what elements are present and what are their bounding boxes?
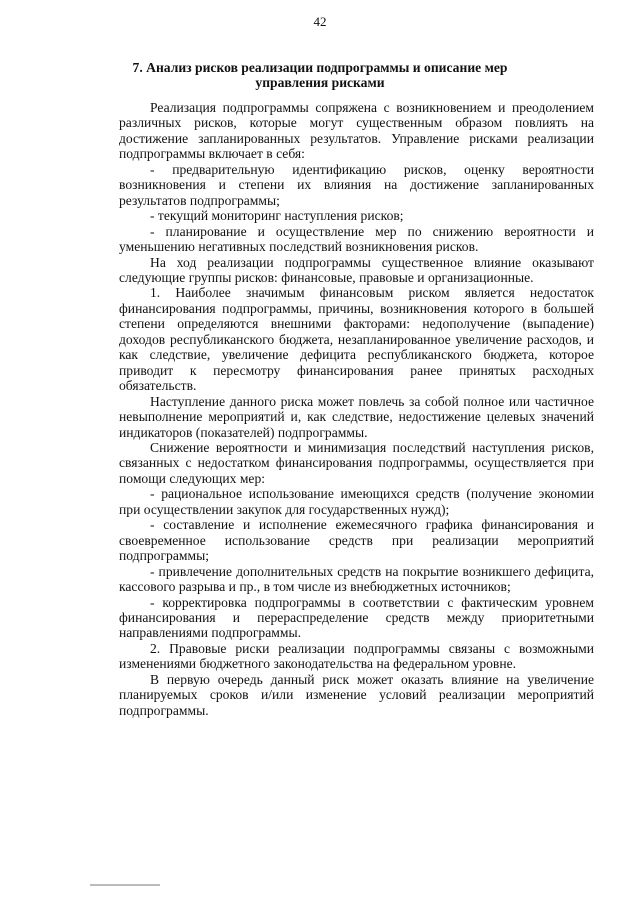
list-item-rational-use: - рациональное использование имеющихся средств (получение экономии при осуществлении закупок для государственных нужд); <box>119 486 594 517</box>
footer-scan-mark <box>90 883 160 890</box>
page-number: 42 <box>313 14 327 29</box>
list-item-planning: - планирование и осуществление мер по снижению вероятности и уменьшению негативных последствий возникновения рисков. <box>119 223 594 255</box>
section-title: 7. Анализ рисков реализации подпрограммы и описание мер управления рисками <box>132 60 508 90</box>
list-item-adjustment: - корректировка подпрограммы в соответствии с фактическим уровнем финансирования и перераспределение средств между приоритетными направлениями подпрограммы. <box>119 594 594 641</box>
paragraph-risk-groups: На ход реализации подпрограммы существенное влияние оказывают следующие группы рисков: финансовые, правовые и организационные. <box>119 254 594 285</box>
paragraph-risk-consequences: Наступление данного риска может повлечь за собой полное или частичное невыполнение мероприятий и, как следствие, недостижение целевых значений индикаторов (показателей) подпрограммы. <box>119 393 594 440</box>
list-item-identification: - предварительную идентификацию рисков, оценку вероятности возникновения и степени их влияния на достижение запланированных результатов подпрограммы; <box>119 161 594 208</box>
paragraph-financial-risk: 1. Наиболее значимым финансовым риском является недостаток финансирования подпрограммы, причины, возникновения которого в большей степени определяются внешними факторами: недополучение (выпадение) доходов республиканского бюджета, незапланированное увеличение расходов, и как следствие, увеличение дефицита республиканского бюджета, которое приводит к пересмотру финансирования ранее принятых расходных обязательств. <box>119 285 594 394</box>
paragraph-intro: Реализация подпрограммы сопряжена с возникновением и преодолением различных рисков, которые могут существенным образом повлиять на достижение запланированных результатов. Управление рисками реализации подпрограммы включает в себя: <box>119 100 594 162</box>
paragraph-legal-impact: В первую очередь данный риск может оказать влияние на увеличение планируемых сроков и/или изменение условий реализации мероприятий подпрограммы. <box>119 671 594 718</box>
list-item-additional-funds: - привлечение дополнительных средств на покрытие возникшего дефицита, кассового разрыва и пр., в том числе из внебюджетных источников; <box>119 563 594 595</box>
paragraph-mitigation-intro: Снижение вероятности и минимизация последствий наступления рисков, связанных с недостатком финансирования подпрограммы, осуществляется при помощи следующих мер: <box>119 439 594 486</box>
section-body <box>119 100 594 718</box>
list-item-monthly-schedule: - составление и исполнение ежемесячного графика финансирования и своевременное использование средств при реализации мероприятий подпрограммы; <box>119 517 594 564</box>
list-item-monitoring: - текущий мониторинг наступления рисков; <box>150 208 404 224</box>
paragraph-legal-risk: 2. Правовые риски реализации подпрограммы связаны с возможными изменениями бюджетного законодательства на федеральном уровне. <box>119 640 594 672</box>
footer-mark-graphic <box>90 883 160 888</box>
